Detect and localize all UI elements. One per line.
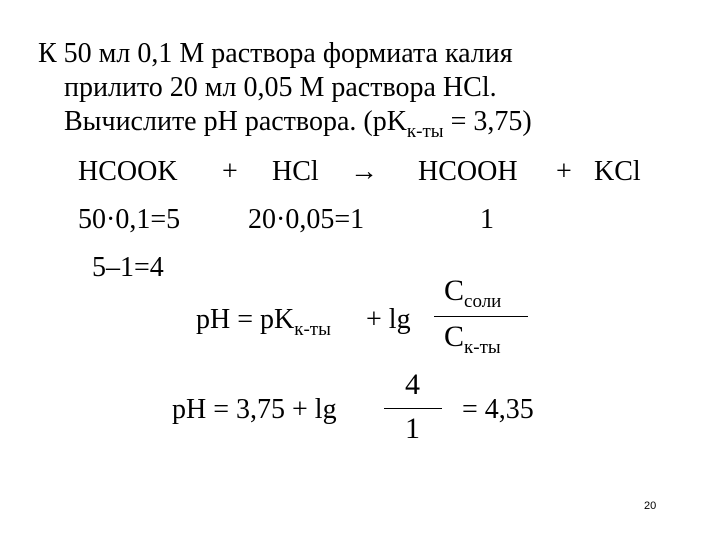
problem-line-2 xyxy=(64,74,497,102)
formula-numerator-base: С xyxy=(444,274,465,307)
formula-denominator-base: С xyxy=(444,320,465,353)
formula-pka-subscript: к-ты xyxy=(294,319,331,340)
formula-lg: + lg xyxy=(366,304,411,335)
problem-line-1-text: К 50 мл 0,1 М раствора формиата калия xyxy=(38,38,513,69)
amount-remaining: 5–1=4 xyxy=(92,252,164,283)
pka-subscript: к-ты xyxy=(406,121,444,142)
problem-line-3-text: Вычислите pH раствора. (pK xyxy=(64,106,407,137)
amount-product-1: 1 xyxy=(480,204,494,235)
formula-lhs-text: pH = pK xyxy=(196,304,295,335)
product-1: HCOOH xyxy=(418,156,518,187)
reactant-2: HCl xyxy=(272,156,319,187)
calculation-result: = 4,35 xyxy=(462,394,534,425)
formula-numerator xyxy=(444,274,502,312)
plus-sign-1: + xyxy=(222,156,238,187)
amount-reactant-1: 50·0,1=5 xyxy=(78,204,181,235)
formula-fraction-line xyxy=(434,316,528,317)
problem-line-3-value: = 3,75) xyxy=(443,106,532,137)
reaction-arrow: → xyxy=(350,156,378,187)
reactant-1: HCOOK xyxy=(78,156,178,187)
formula-denominator-subscript: к-ты xyxy=(464,337,501,358)
formula-denominator xyxy=(444,320,501,358)
formula-lhs xyxy=(196,304,331,340)
page-number: 20 xyxy=(644,500,657,512)
calculation-lhs: pH = 3,75 + lg xyxy=(172,394,337,425)
problem-line-1 xyxy=(38,40,513,68)
formula-numerator-subscript: соли xyxy=(464,291,502,312)
calculation-numerator: 4 xyxy=(405,368,420,401)
product-2: KCl xyxy=(594,156,641,187)
problem-line-3 xyxy=(64,106,532,142)
plus-sign-2: + xyxy=(556,156,572,187)
calculation-denominator: 1 xyxy=(405,412,420,445)
calculation-fraction-line xyxy=(384,408,442,409)
amount-reactant-2: 20·0,05=1 xyxy=(248,204,365,235)
problem-line-2-text: прилито 20 мл 0,05 М раствора HCl. xyxy=(64,72,497,103)
